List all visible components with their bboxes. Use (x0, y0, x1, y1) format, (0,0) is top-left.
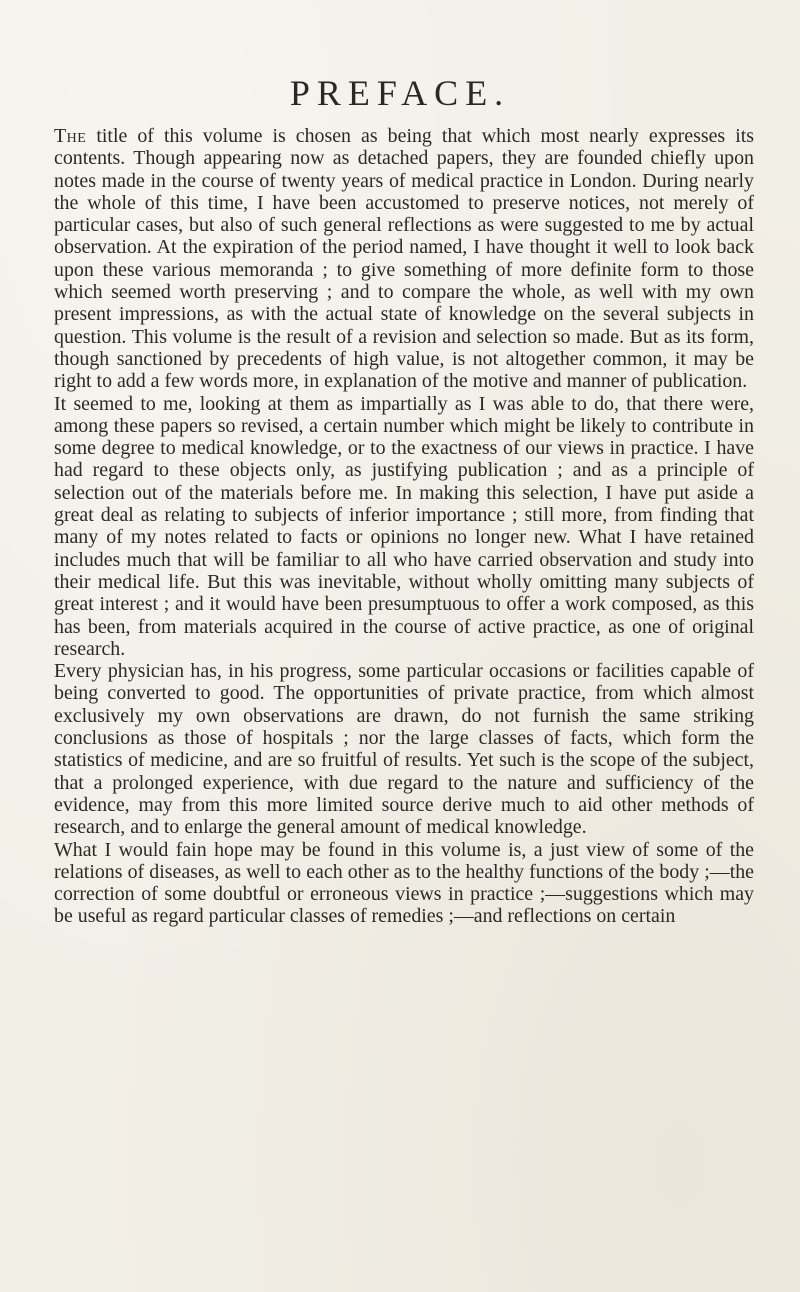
page-title: PREFACE. (289, 73, 511, 113)
paragraph-2 (54, 393, 754, 661)
paragraph-1 (54, 125, 754, 393)
paragraph-text: Every physician has, in his progress, some particular occasions or facilities capable of being converted to good. The opportunities of private practice, from which almost exclusively my own observations are drawn, do not furnish the same striking conclusions as those of hospitals ; nor the large classes of facts, which form the statistics of medicine, and are so fruitful of results. Yet such is the scope of the subject, that a prolonged experience, with due regard to the nature and sufficiency of the evidence, may from this more limited source derive much to aid other methods of research, and to enlarge the general amount of medical knowledge. (54, 660, 754, 839)
paragraph-3 (54, 660, 754, 838)
paragraph-text: It seemed to me, looking at them as impartially as I was able to do, that there were, among these papers so revised, a certain number which might be likely to contribute in some degree to medical knowledge, or to the exactness of our views in practice. I have had regard to these objects only, as justifying publication ; and as a principle of selection out of the materials before me. In making this selection, I have put aside a great deal as relating to subjects of inferior importance ; still more, from finding that many of my notes related to facts or opinions no longer new. What I have retained includes much that will be familiar to all who have carried observation and study into their medical life. But this was inevitable, without wholly omitting many subjects of great interest ; and it would have been presumptuous to offer a work composed, as this has been, from materials acquired in the course of active practice, as one of original research. (54, 392, 754, 660)
paragraph-4 (54, 839, 754, 928)
paragraph-lead-word: The (54, 125, 87, 147)
paragraph-text: What I would fain hope may be found in this volume is, a just view of some of the relations of diseases, as well to each other as to the healthy functions of the body ;—the correction of some doubtful or erroneous views in practice ;—suggestions which may be useful as regard particular classes of remedies ;—and reflections on certain (54, 838, 754, 928)
paragraph-text: title of this volume is chosen as being that which most nearly expresses its contents. Though appearing now as detached papers, they are founded chiefly upon notes made in the course of twenty years of medical practice in London. During nearly the whole of this time, I have been accustomed to preserve notices, not merely of particular cases, but also of such general reflections as were suggested to me by actual observation. At the expiration of the period named, I have thought it well to look back upon these various memoranda ; to give something of more definite form to those which seemed worth preserving ; and to compare the whole, as well with my own present impressions, as with the actual state of knowledge on the several subjects in question. This volume is the result of a revision and selection so made. But as its form, though sanctioned by precedents of high value, is not altogether common, it may be right to add a few words more, in explanation of the motive and manner of publication. (54, 125, 754, 393)
preface-body (54, 125, 754, 928)
